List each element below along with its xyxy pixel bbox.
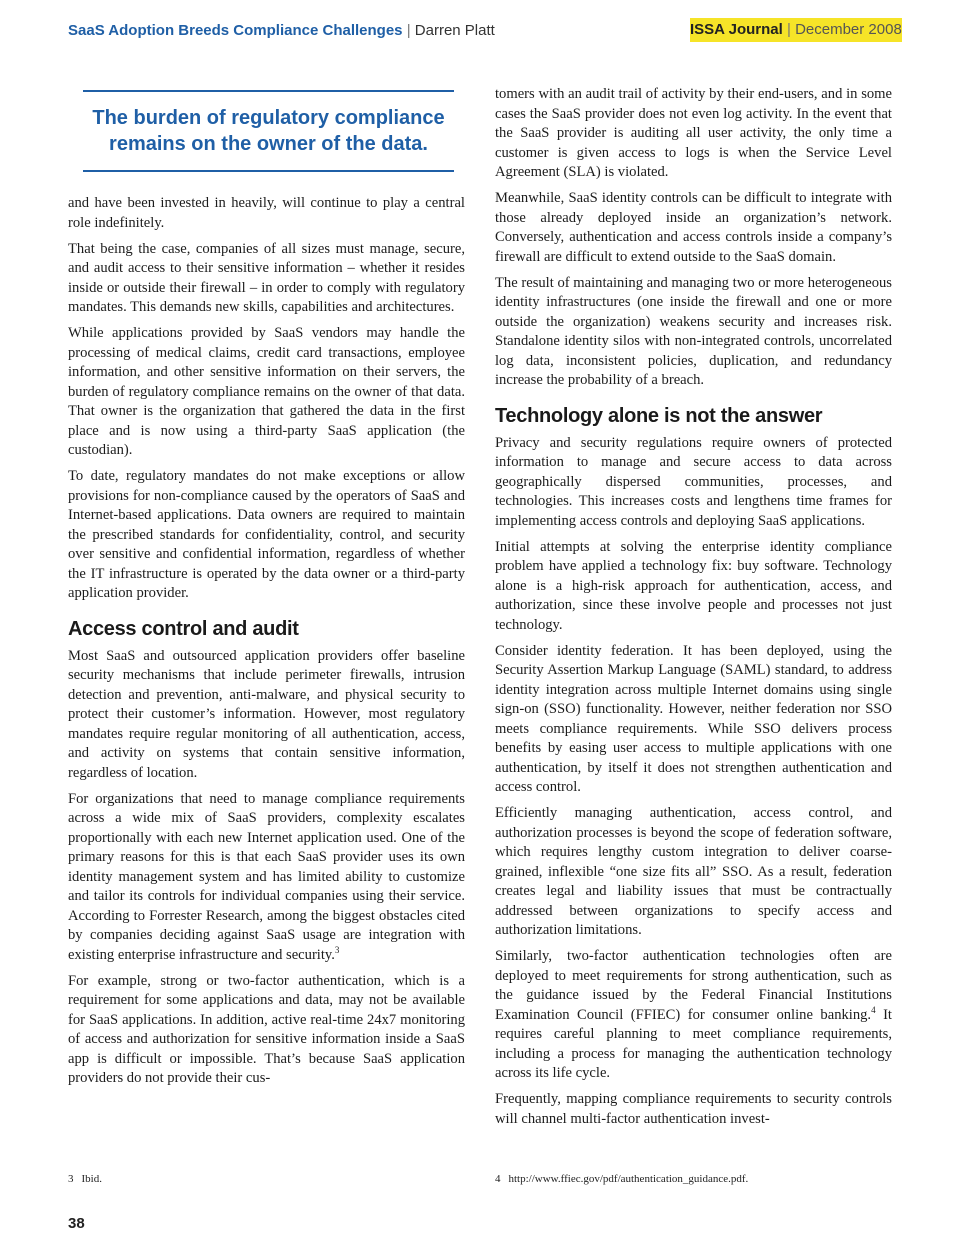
page-number: 38 <box>68 1215 85 1232</box>
section-heading-access-control: Access control and audit <box>68 617 299 640</box>
left-column <box>68 194 465 1095</box>
pull-quote <box>83 90 454 172</box>
header-separator-right: | <box>786 21 791 38</box>
paragraph: tomers with an audit trail of activity by their end-users, and in some cases the SaaS provider does not even log activity. In the event that the SaaS provider is auditing all user activity, the only time a customer is given access to logs is when the Service Level Agreement (SLA) is violated. <box>495 86 892 180</box>
paragraph: Most SaaS and outsourced application providers offer baseline security mechanisms that include perimeter firewalls, intrusion detection and prevention, anti-malware, and physical security to protect their customer’s information. However, most regulatory mandates require regular monitoring of all authentication, access, and activity on systems that contain sensitive information, regardless of location. <box>68 647 465 781</box>
paragraph-text-cont: It requires careful planning to meet compliance requirements, including a process for managing the authentication technology across its life cycle. <box>495 1006 892 1081</box>
paragraph: Meanwhile, SaaS identity controls can be difficult to integrate with those already deployed inside an organization’s network. Conversely, authentication and access controls inside a company’s firewall are difficult to extend outside to the SaaS domain. <box>495 190 892 265</box>
paragraph-text: For organizations that need to manage compliance requirements across a wide mix of SaaS providers, complexity escalates proportionally with each new Internet application used. One of the primary reasons for this is that each SaaS provider uses its own identity management system and has limited ability to customize and tailor its controls for individual companies using their service. According to Forrester Research, among the biggest obstacles cited by companies deciding against SaaS usage are integration with existing enterprise infrastructure and security. <box>68 790 465 963</box>
running-header-right <box>690 18 902 42</box>
paragraph: and have been invested in heavily, will continue to play a central role indefinitely. <box>68 195 465 231</box>
footnote-3 <box>68 1172 102 1186</box>
paragraph <box>68 790 465 966</box>
paragraph <box>495 947 892 1084</box>
footnote-text: http://www.ffiec.gov/pdf/authentication_guidance.pdf. <box>508 1173 749 1185</box>
footnote-number: 3 <box>68 1173 74 1185</box>
issue-date: December 2008 <box>795 21 902 38</box>
paragraph: Frequently, mapping compliance requirements to security controls will channel multi-factor authentication invest- <box>495 1091 892 1127</box>
right-column <box>495 85 892 1136</box>
section-heading-technology: Technology alone is not the answer <box>495 404 823 427</box>
header-separator: | <box>406 22 411 39</box>
paragraph: That being the case, companies of all sizes must manage, secure, and audit access to their sensitive information – whether it resides inside or outside their firewall – in order to comply with regulatory mandates. This demands new skills, capabilities and architectures. <box>68 240 465 315</box>
paragraph: Consider identity federation. It has been deployed, using the Security Assertion Markup Language (SAML) standard, to address identity integration across multiple Internet domains using single sign-on (SSO) functionality. However, neither federation nor SSO meets compliance requirements. While SSO delivers process benefits by easing user access to multiple applications with one authentication, by itself it does not strengthen authentication and access control. <box>495 642 892 795</box>
footnote-ref: 4 <box>871 1004 876 1015</box>
paragraph-text: Similarly, two-factor authentication technologies often are deployed to meet requirements for strong authentication, such as the guidance issued by the Federal Financial Institutions Examination Council (FFIEC) for consumer online banking. <box>495 948 892 1023</box>
footnote-number: 4 <box>495 1173 501 1185</box>
paragraph: For example, strong or two-factor authentication, which is a requirement for some applications and data, may not be available for SaaS applications. In addition, active real-time 24x7 monitoring of access and authorization for sensitive information inside a SaaS app is difficult or impossible. That’s because SaaS application providers do not provide their cus- <box>68 972 465 1086</box>
paragraph: Privacy and security regulations require owners of protected information to manage and secure access to data across geographically dispersed communities, processes, and technologies. This increases costs and lengthens time frames for implementing access controls and deploying SaaS applications. <box>495 434 892 529</box>
pull-quote-text: The burden of regulatory compliance remains on the owner of the data. <box>92 107 445 155</box>
paragraph: Efficiently managing authentication, access control, and authorization processes is beyond the scope of federation software, which requires lengthy custom integration to deliver coarse-grained, inflexible “one size fits all” SSO. As a result, federation creates legal and liability issues that must be contractually addressed between organizations to specify access and authorization limitations. <box>495 805 892 938</box>
paragraph: Initial attempts at solving the enterprise identity compliance problem have applied a technology fix: buy software. Technology alone is a high-risk approach for authentication, access, and authorization, since these involve people and processes not just technology. <box>495 538 892 633</box>
footnote-text: Ibid. <box>81 1173 102 1185</box>
running-header-left <box>68 19 495 43</box>
footnote-ref: 3 <box>334 944 340 955</box>
article-title: SaaS Adoption Breeds Compliance Challenges <box>68 22 403 39</box>
paragraph: While applications provided by SaaS vendors may handle the processing of medical claims, credit card transactions, employee information, and other sensitive information on their servers, the burden of regulatory compliance remains on the owner of that data. That owner is the organization that gathered the data in the first place and is now using a third-party SaaS application (the custodian). <box>68 325 465 458</box>
paragraph: The result of maintaining and managing two or more heterogeneous identity infrastructures (one inside the firewall and one or more outside the organization) weakens security and increases risk. Standalone identity silos with non-integrated controls, uncorrelated log data, inconsistent policies, duplication, and redundancy increase the probability of a breach. <box>495 274 892 388</box>
author-name: Darren Platt <box>414 22 495 39</box>
journal-name: ISSA Journal <box>690 21 783 38</box>
paragraph: To date, regulatory mandates do not make exceptions or allow provisions for non-compliance caused by the operators of SaaS and Internet-based applications. Data owners are required to maintain the prescribed standards for confidentiality, control, and security over sensitive and confidential information, regardless of whether the IT infrastructure is operated by the data owner or a third-party application provider. <box>68 468 465 601</box>
footnote-4 <box>495 1172 748 1186</box>
